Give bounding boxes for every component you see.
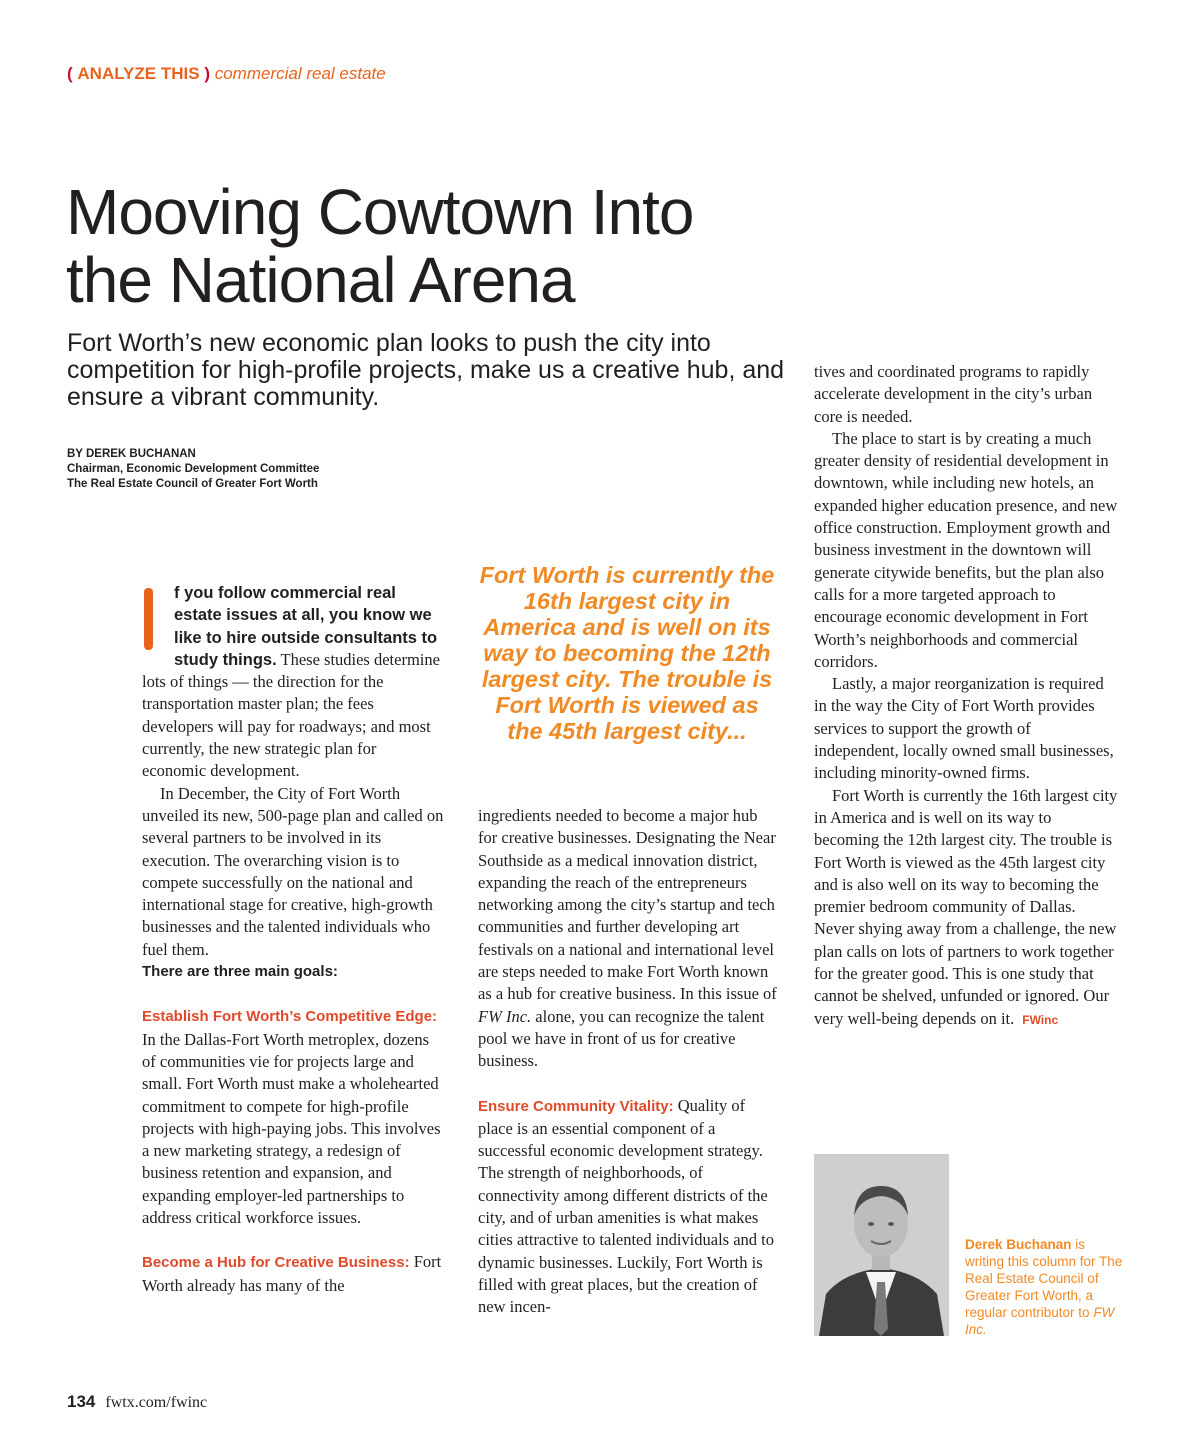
kicker-section: ANALYZE THIS xyxy=(77,64,200,83)
goal-2-text-b: alone, you can recognize the talent pool we have in front of us for creative business. xyxy=(478,1006,765,1071)
paragraph-plan: In December, the City of Fort Worth unveiled its new, 500-page plan and called on several partners to be involved in its execution. The overarching vision is to compete successfully on the national and international stage for creative, high-growth businesses and the talented individuals who fuel them. xyxy=(142,783,444,959)
goal-2-subhead: Become a Hub for Creative Business: xyxy=(142,1254,410,1272)
article-column-2 xyxy=(478,805,780,1319)
goal-2-text-a-cont: ingredients needed to become a major hub for creative businesses. Designating the Near Southside as a medical innovation district, expanding the reach of the entrepreneurs networking among the city’s startup and tech communities and further developing art festivals on a national and international level are steps needed to make Fort Worth known as a hub for creative business. In this issue of xyxy=(478,806,777,1004)
caption-text: is writing this column for The Real Estate Council of Greater Fort Worth, a regular contributor to xyxy=(965,1237,1123,1320)
headline-line-1: Mooving Cowtown Into xyxy=(66,176,694,248)
page-footer xyxy=(67,1392,207,1412)
goal-3-text-part-1: Quality of place is an essential component of a successful economic development strategy. The strength of neighborhoods, of connectivity among different districts of the city, and of urban amenities is what makes cities attractive to talented individuals and to dynamic businesses. Luckily, Fort Worth is filled with great places, but the creation of new incen- xyxy=(478,1095,774,1317)
headline-line-2: the National Arena xyxy=(66,244,575,316)
author-photo xyxy=(814,1154,949,1336)
article-dek: Fort Worth’s new economic plan looks to push the city into competition for high-profile projects, make us a creative hub, and ensure a vibrant community. xyxy=(67,329,785,411)
paragraph-final xyxy=(814,785,1118,1031)
goal-3-paragraph xyxy=(478,1095,780,1319)
goal-3-subhead: Ensure Community Vitality: xyxy=(478,1097,674,1115)
goal-1-text: In the Dallas-Fort Worth metroplex, dozens of communities vie for projects large and small. Fort Worth must make a wholehearted commitment to compete for high-profile projects with high-paying jobs. This involves a new marketing strategy, a redesign of business retention and expansion, and expanding employer-led partnerships to address critical workforce issues. xyxy=(142,1029,441,1228)
goal-2-publication: FW Inc. xyxy=(478,1006,532,1026)
goals-intro: There are three main goals: xyxy=(142,963,338,981)
author-caption xyxy=(965,1236,1125,1338)
page-number: 134 xyxy=(67,1392,96,1411)
end-mark-fwinc: FWinc xyxy=(1022,1012,1059,1027)
paragraph-lastly: Lastly, a major reorganization is required in the way the City of Fort Worth provides services to support the growth of independent, locally owned small businesses, including minority-owned firms. xyxy=(814,674,1114,783)
byline-author: BY DEREK BUCHANAN xyxy=(67,448,196,460)
author-portrait-illustration xyxy=(814,1154,949,1336)
caption-publication: FW Inc. xyxy=(965,1305,1115,1337)
lead-paragraph xyxy=(142,582,444,783)
pull-quote: Fort Worth is currently the 16th largest city in America and is well on its way to becoming the 12th largest city. The trouble is Fort Worth is viewed as the 45th largest city... xyxy=(479,562,775,744)
goal-2-paragraph xyxy=(142,1251,444,1297)
kicker-open-paren: ( xyxy=(67,64,73,83)
article-headline xyxy=(66,178,826,314)
kicker-close-paren: ) xyxy=(204,64,210,83)
lead-bold-text: f you follow commercial real estate issues at all, you know we like to hire outside consultants to study things. xyxy=(174,584,438,669)
lead-rest-text: These studies determine lots of things — the direction for the transportation master plan; the fees developers will pay for roadways; and most currently, the new strategic plan for economic development. xyxy=(142,649,440,781)
goal-2-continued xyxy=(478,805,780,1073)
byline-org: The Real Estate Council of Greater Fort Worth xyxy=(67,478,318,490)
goal-2-text-a-start: Fort Worth already has many of the xyxy=(142,1252,442,1295)
paragraph-place-to-start: The place to start is by creating a much greater density of residential development in downtown, while including new hotels, an expanded higher education presence, and new office construction. Employment growth and business investment in the downtown will generate citywide benefits, but the plan also calls for a more targeted approach to encourage economic development in Fort Worth’s neighborhoods and commercial corridors. xyxy=(814,428,1118,671)
drop-cap-i xyxy=(142,588,160,660)
goal-1-paragraph xyxy=(142,1005,444,1229)
section-kicker xyxy=(67,64,386,84)
kicker-topic: commercial real estate xyxy=(214,64,386,83)
footer-url[interactable]: fwtx.com/fwinc xyxy=(105,1394,208,1411)
article-column-3 xyxy=(814,361,1118,1031)
byline xyxy=(67,447,467,492)
caption-author-name: Derek Buchanan xyxy=(965,1237,1072,1252)
article-column-1 xyxy=(142,582,444,1297)
byline-title: Chairman, Economic Development Committee xyxy=(67,463,320,475)
final-text: Fort Worth is currently the 16th largest city in America and is well on its way to becoming the 12th largest city. The trouble is Fort Worth is viewed as the 45th largest city and is also well on its way to becoming the premier bedroom community of Dallas. Never shying away from a challenge, the new plan calls on lots of partners to work together for the greater good. This is one study that cannot be shelved, unfunded or ignored. Our very well-being depends on it. xyxy=(814,785,1118,1028)
goal-1-subhead: Establish Fort Worth’s Competitive Edge: xyxy=(142,1008,438,1026)
goal-3-continued: tives and coordinated programs to rapidly accelerate development in the city’s urban core is needed. xyxy=(814,362,1093,426)
